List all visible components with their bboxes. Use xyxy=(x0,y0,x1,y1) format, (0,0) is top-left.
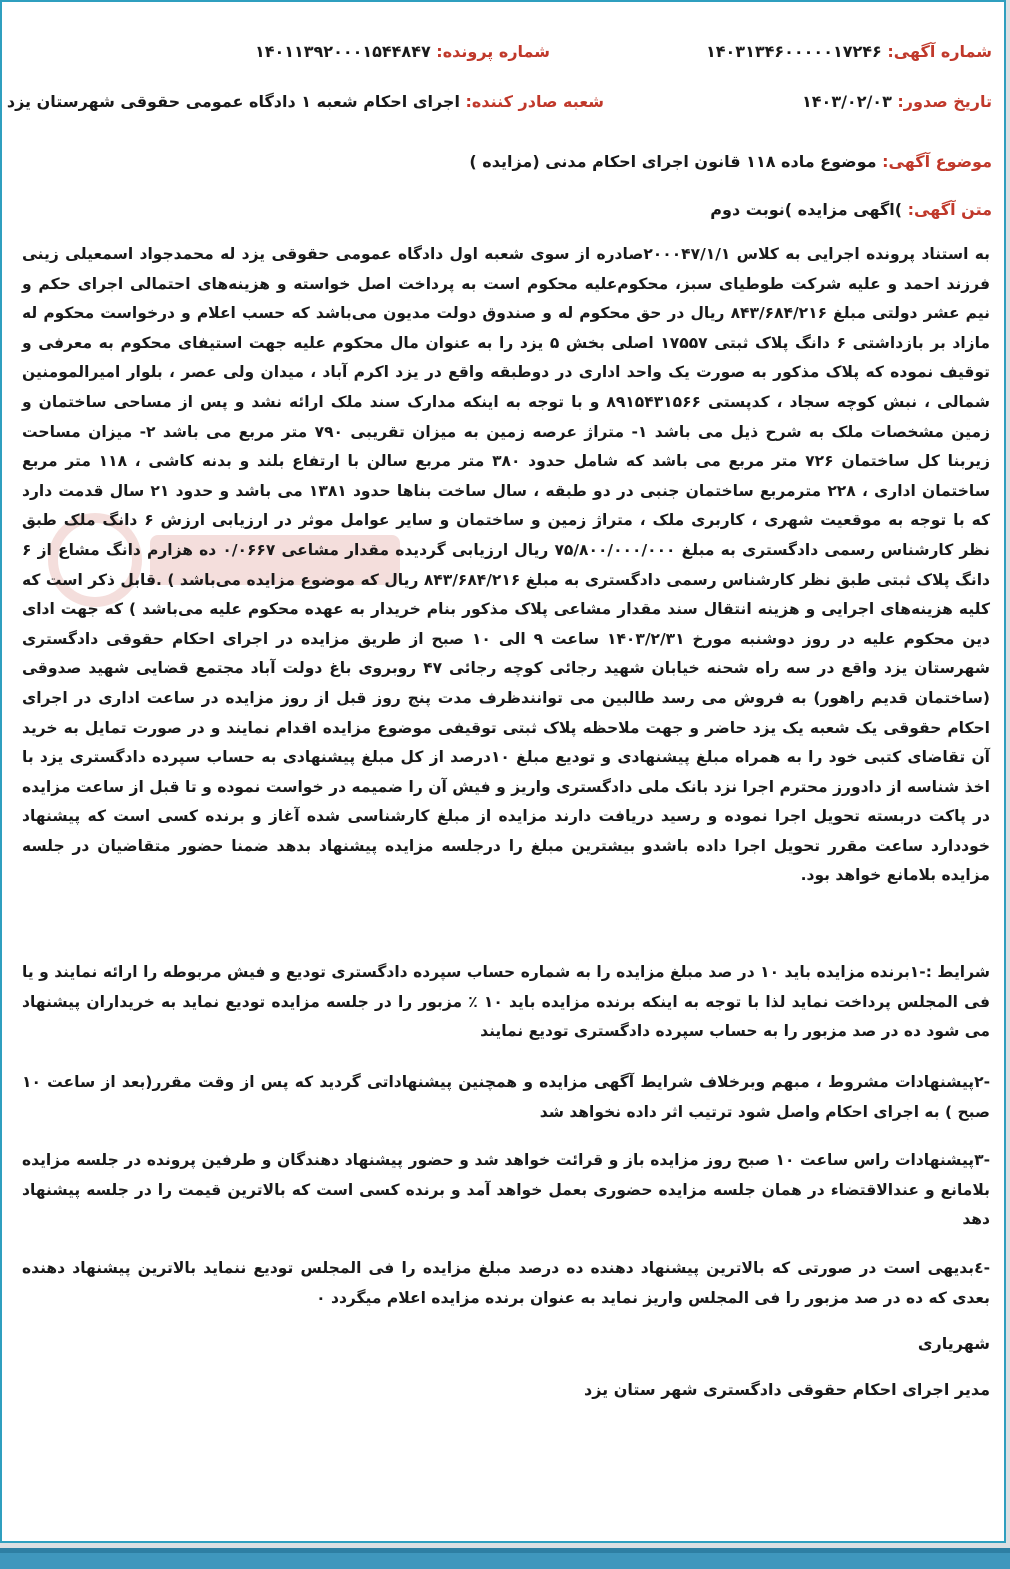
condition-2: -۲پیشنهادات مشروط ، مبهم وبرخلاف شرایط آگهی مزایده و همچنین پیشنهاداتی گردید که پس از وقت مقرر(بعد از ساعت ۱۰ صبح ) به اجرای احکام واصل شود ترتیب اثر داده نخواهد شد xyxy=(22,1073,990,1121)
ad-number-value: ۱۴۰۳۱۳۴۶۰۰۰۰۰۱۷۲۴۶ xyxy=(706,42,882,61)
signatory-name: شهریاری xyxy=(917,1334,990,1353)
issuer-value: اجرای احکام شعبه ۱ دادگاه عمومی حقوقی شهرستان یزد xyxy=(6,92,460,111)
case-number-value: ۱۴۰۱۱۳۹۲۰۰۰۱۵۴۴۸۴۷ xyxy=(254,42,431,61)
ad-text-row xyxy=(710,200,992,219)
bottom-bar-inner xyxy=(0,1553,1010,1569)
condition-1: شرایط :-۱برنده مزایده باید ۱۰ در صد مبلغ مزایده را به شماره حساب سپرده دادگستری تودیع و فیش مربوطه را ارائه نمایند و یا فی المجلس پرداخت نماید لذا با توجه به اینکه برنده مزایده باید ۱۰ ٪ مزبور را در جلسه مزایده تودیع نماید به خریداران پیشنهاد می شود ده در صد مزبور را به حساب سپرده دادگستری تودیع نمایند xyxy=(22,963,990,1040)
subject-row xyxy=(469,152,992,171)
signatory-title: مدیر اجرای احکام حقوقی دادگستری شهر ستان یزد xyxy=(583,1380,990,1399)
case-number-label: شماره پرونده: xyxy=(436,42,550,61)
ad-number-label: شماره آگهی: xyxy=(887,42,992,61)
issue-date-value: ۱۴۰۳/۰۲/۰۳ xyxy=(802,92,892,111)
ad-number-row xyxy=(706,42,992,61)
bottom-bar xyxy=(0,1548,1010,1569)
main-notice-text: به استناد پرونده اجرایی به کلاس ۲۰۰۰۴۷/۱/۱صادره از سوی شعبه اول دادگاه عمومی حقوقی یزد له محمدجواد اسمعیلی زینی فرزند احمد و علیه شرکت طوطیای سبز، محکوم‌علیه محکوم است به پرداخت اصل خواسته و هزینه‌های احتمالی اجرای حکم و نیم عشر دولتی مبلغ ۸۴۳/۶۸۴/۲۱۶ ریال در حق محکوم له و صندوق دولت مدیون می‌باشد که حسب اعلام و درخواست محکوم له مازاد بر بازداشتی ۶ دانگ پلاک ثبتی ۱۷۵۵۷ اصلی بخش ۵ یزد را به عنوان مال محکوم علیه جهت استیفای محکوم به معرفی و توقیف نموده که پلاک مذکور به صورت یک واحد اداری در دوطبقه واقع در یزد اکرم آباد ، میدان ولی عصر ، بلوار امیرالمومنین شمالی ، نبش کوچه سجاد ، کدپستی ۸۹۱۵۴۳۱۵۶۶ و با توجه به اینکه مدارک سند ملک ارائه نشد و پس از مساحی ساختمان و زمین مشخصات ملک به شرح ذیل می باشد ۱- متراژ عرصه زمین به میزان تقریبی ۷۹۰ متر مربع می باشد ۲- میزان مساحت زیربنا کل ساختمان ۷۲۶ متر مربع می باشد که شامل حدود ۳۸۰ متر مربع سالن با ارتفاع بلند و بدنه کاشی ، ۱۱۸ متر مربع ساختمان اداری ، ۲۲۸ مترمربع ساختمان جنبی در دو طبقه ، سال ساخت بناها حدود ۱۳۸۱ می باشد و حدود ۲۱ سال قدمت دارد که با توجه به موقعیت شهری ، کاربری ملک ، متراژ زمین و ساختمان و سایر عوامل موثر در ارزیابی ارزش ۶ دانگ ملک طبق نظر کارشناس رسمی دادگستری به مبلغ ۷۵/۸۰۰/۰۰۰/۰۰۰ ریال ارزیابی گردیده مقدار مشاعی ۰/۰۶۶۷ ده هزارم دانگ مشاع از ۶ دانگ پلاک ثبتی طبق نظر کارشناس رسمی دادگستری به مبلغ ۸۴۳/۶۸۴/۲۱۶ ریال که موضوع مزایده می‌باشد ) .قابل ذکر است که کلیه هزینه‌های اجرایی و هزینه انتقال سند مقدار مشاعی پلاک مذکور بنام خریدار به عهده محکوم علیه می‌باشد ) که جهت ادای دین محکوم علیه در روز دوشنبه مورخ ۱۴۰۳/۲/۳۱ ساعت ۹ الی ۱۰ صبح از طریق مزایده در اجرای احکام حقوقی دادگستری شهرستان یزد واقع در سه راه شحنه خیابان شهید رجائی کوچه رجائی ۴۷ روبروی باغ دولت آباد مجتمع قضایی شهید صدوقی (ساختمان قدیم راهور) به فروش می رسد طالبین می توانندظرف مدت پنج روز قبل از روز مزایده در ساعت اداری در اجرای احکام حقوقی یک شعبه یک یزد حاضر و جهت ملاحظه پلاک ثبتی توقیفی موضوع مزایده اقدام نمایند و در صورت تمایل به خرید آن تقاضای کتبی خود را به همراه مبلغ پیشنهادی و تودیع مبلغ ۱۰درصد از کل مبلغ پیشنهادی به حساب سپرده دادگستری یزد با اخذ شناسه از دادورز محترم اجرا نزد بانک ملی دادگستری واریز و فیش آن را ضمیمه در خواست نموده و تا قبل از ساعت مزایده در پاکت دربسته تحویل اجرا نموده و رسید دریافت دارند مزایده از مبلغ کارشناسی شده آغاز و برنده کسی است که پیشنهاد خوددارد ساعت مقرر تحویل اجرا داده باشدو بیشترین مبلغ را درجلسه مزایده پیشنهاد بدهد ضمنا حضور متقاضیان در جلسه مزایده بلامانع خواهد بود. xyxy=(22,245,991,885)
issue-date-row xyxy=(802,92,992,111)
subject-label: موضوع آگهی: xyxy=(882,152,992,171)
issuer-label: شعبه صادر کننده: xyxy=(465,92,604,111)
subject-value: موضوع ماده ۱۱۸ قانون اجرای احکام مدنی (مزایده ) xyxy=(469,152,877,171)
condition-4: -٤بدیهی است در صورتی که بالاترین پیشنهاد دهنده ده درصد مبلغ مزایده را فی المجلس تودیع ننماید بالاترین پیشنهاد دهنده بعدی که ده در صد مزبور را فی المجلس واریز نماید به عنوان برنده مزایده اعلام میگردد ۰ xyxy=(22,1259,990,1307)
condition-3: -۳پیشنهادات راس ساعت ۱۰ صبح روز مزایده باز و قرائت خواهد شد و حضور پیشنهاد دهندگان و طرفین پرونده در جلسه مزایده بلامانع و عندالاقتضاء در همان جلسه مزایده حضوری بعمل خواهد آمد و برنده کسی است که بالاترین قیمت را در جلسه پیشنهاد دهد xyxy=(22,1151,990,1228)
issue-date-label: تاریخ صدور: xyxy=(897,92,992,111)
ad-text-value: )اگهی مزایده )نوبت دوم xyxy=(710,200,903,219)
ad-text-label: متن آگهی: xyxy=(907,200,992,219)
issuer-row xyxy=(7,92,604,111)
case-number-row xyxy=(255,42,550,61)
